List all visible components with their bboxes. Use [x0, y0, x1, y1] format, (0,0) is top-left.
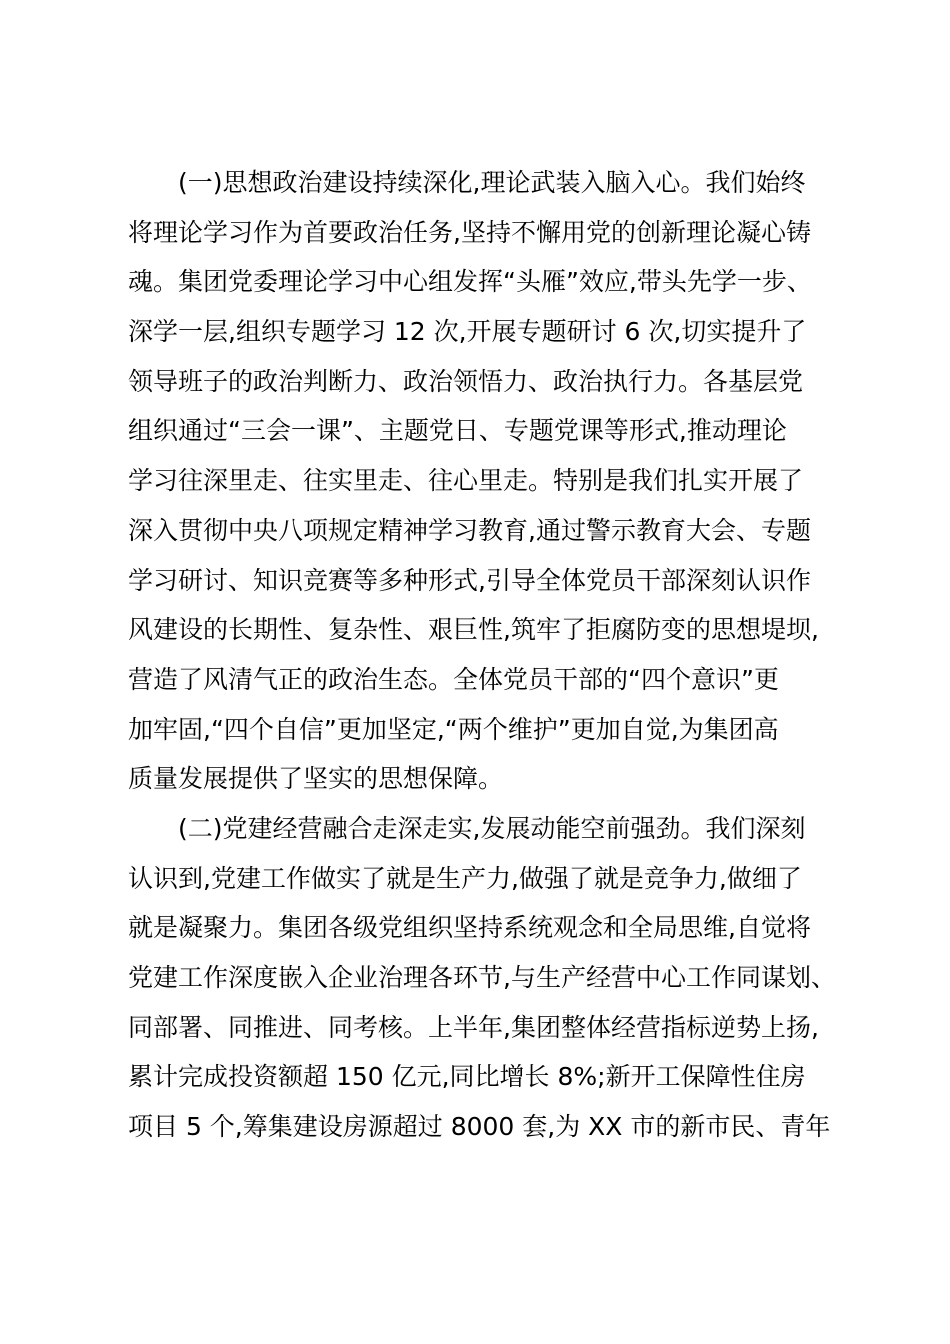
text-line: 认识到,党建工作做实了就是生产力,做强了就是竞争力,做细了 [128, 863, 802, 893]
text-line: 风建设的长期性、复杂性、艰巨性,筑牢了拒腐防变的思想堤坝, [128, 615, 819, 645]
text-line: 组织通过“三会一课”、主题党日、专题党课等形式,推动理论 [128, 416, 787, 446]
text-line: 就是凝聚力。集团各级党组织坚持系统观念和全局思维,自觉将 [128, 913, 811, 943]
text-line: 同部署、同推进、同考核。上半年,集团整体经营指标逆势上扬, [128, 1012, 819, 1042]
text-line: (二)党建经营融合走深走实,发展动能空前强劲。我们深刻 [178, 813, 806, 843]
paragraph-1 [128, 158, 840, 804]
text-line: 魂。集团党委理论学习中心组发挥“头雁”效应,带头先学一步、 [128, 267, 812, 297]
text-line: 质量发展提供了坚实的思想保障。 [128, 764, 504, 794]
text-line: 累计完成投资额超 150 亿元,同比增长 8%;新开工保障性住房 [128, 1062, 806, 1092]
text-line: 加牢固,“四个自信”更加坚定,“两个维护”更加自觉,为集团高 [128, 714, 779, 744]
text-line: (一)思想政治建设持续深化,理论武装入脑入心。我们始终 [178, 168, 806, 197]
document-body [128, 158, 840, 1152]
text-line: 深入贯彻中央八项规定精神学习教育,通过警示教育大会、专题 [128, 515, 811, 545]
paragraph-2 [128, 804, 840, 1152]
text-line: 项目 5 个,筹集建设房源超过 8000 套,为 XX 市的新市民、青年 [128, 1112, 831, 1142]
text-line: 学习研讨、知识竞赛等多种形式,引导全体党员干部深刻认识作 [128, 565, 811, 595]
text-line: 领导班子的政治判断力、政治领悟力、政治执行力。各基层党 [128, 366, 804, 396]
text-line: 学习往深里走、往实里走、往心里走。特别是我们扎实开展了 [128, 466, 804, 496]
text-line: 党建工作深度嵌入企业治理各环节,与生产经营中心工作同谋划、 [128, 963, 836, 992]
text-line: 深学一层,组织专题学习 12 次,开展专题研讨 6 次,切实提升了 [128, 317, 807, 347]
text-line: 营造了风清气正的政治生态。全体党员干部的“四个意识”更 [128, 664, 779, 694]
text-line: 将理论学习作为首要政治任务,坚持不懈用党的创新理论凝心铸 [128, 217, 811, 247]
